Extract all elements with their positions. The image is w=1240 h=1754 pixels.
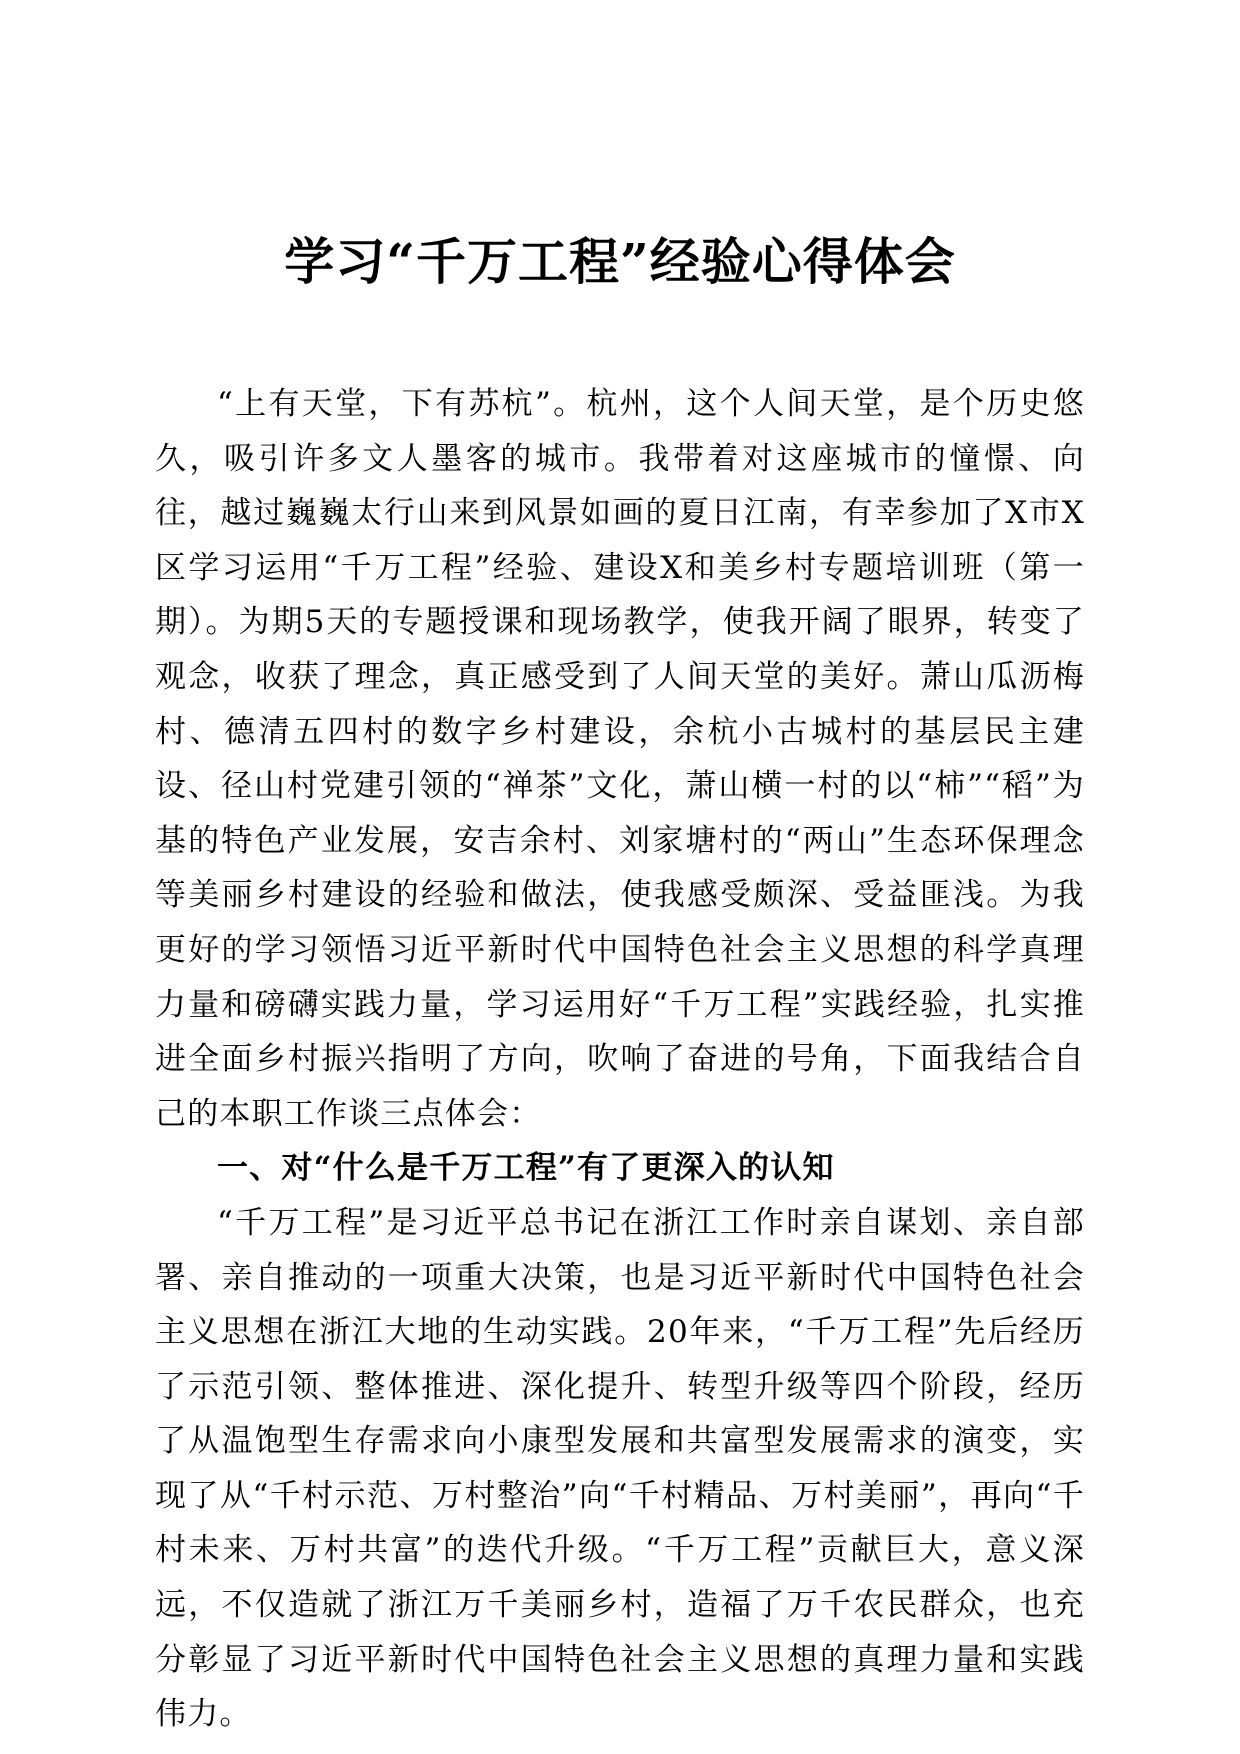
document-body [155, 377, 1085, 1742]
section-1-paragraph: “千万工程”是习近平总书记在浙江工作时亲自谋划、亲自部署、亲自推动的一项重大决策，也是习近平新时代中国特色社会主义思想在浙江大地的生动实践。20年来，“千万工程”先后经历了示范引领、整体推进、深化提升、转型升级等四个阶段，经历了从温饱型生存需求向小康型发展和共富型发展需求的演变，实现了从“千村示范、万村整治”向“千村精品、万村美丽”，再向“千村未来、万村共富”的迭代升级。“千万工程”贡献巨大，意义深远，不仅造就了浙江万千美丽乡村，造福了万千农民群众，也充分彰显了习近平新时代中国特色社会主义思想的真理力量和实践伟力。 [155, 1204, 1085, 1733]
document-title: 学习“千万工程”经验心得体会 [284, 232, 956, 291]
intro-paragraph: “上有天堂，下有苏杭”。杭州，这个人间天堂，是个历史悠久，吸引许多文人墨客的城市。我带着对这座城市的憧憬、向往，越过巍巍太行山来到风景如画的夏日江南，有幸参加了X市X区学习运用“千万工程”经验、建设X和美乡村专题培训班（第一期）。为期5天的专题授课和现场教学，使我开阔了眼界，转变了观念，收获了理念，真正感受到了人间天堂的美好。萧山瓜沥梅村、德清五四村的数字乡村建设，余杭小古城村的基层民主建设、径山村党建引领的“禅茶”文化，萧山横一村的以“柿”“稻”为基的特色产业发展，安吉余村、刘家塘村的“两山”生态环保理念等美丽乡村建设的经验和做法，使我感受颇深、受益匪浅。为我更好的学习领悟习近平新时代中国特色社会主义思想的科学真理力量和磅礴实践力量，学习运用好“千万工程”实践经验，扎实推进全面乡村振兴指明了方向，吹响了奋进的号角，下面我结合自己的本职工作谈三点体会： [155, 386, 1085, 1132]
section-heading-1: 一、对“什么是千万工程”有了更深入的认知 [217, 1150, 835, 1187]
